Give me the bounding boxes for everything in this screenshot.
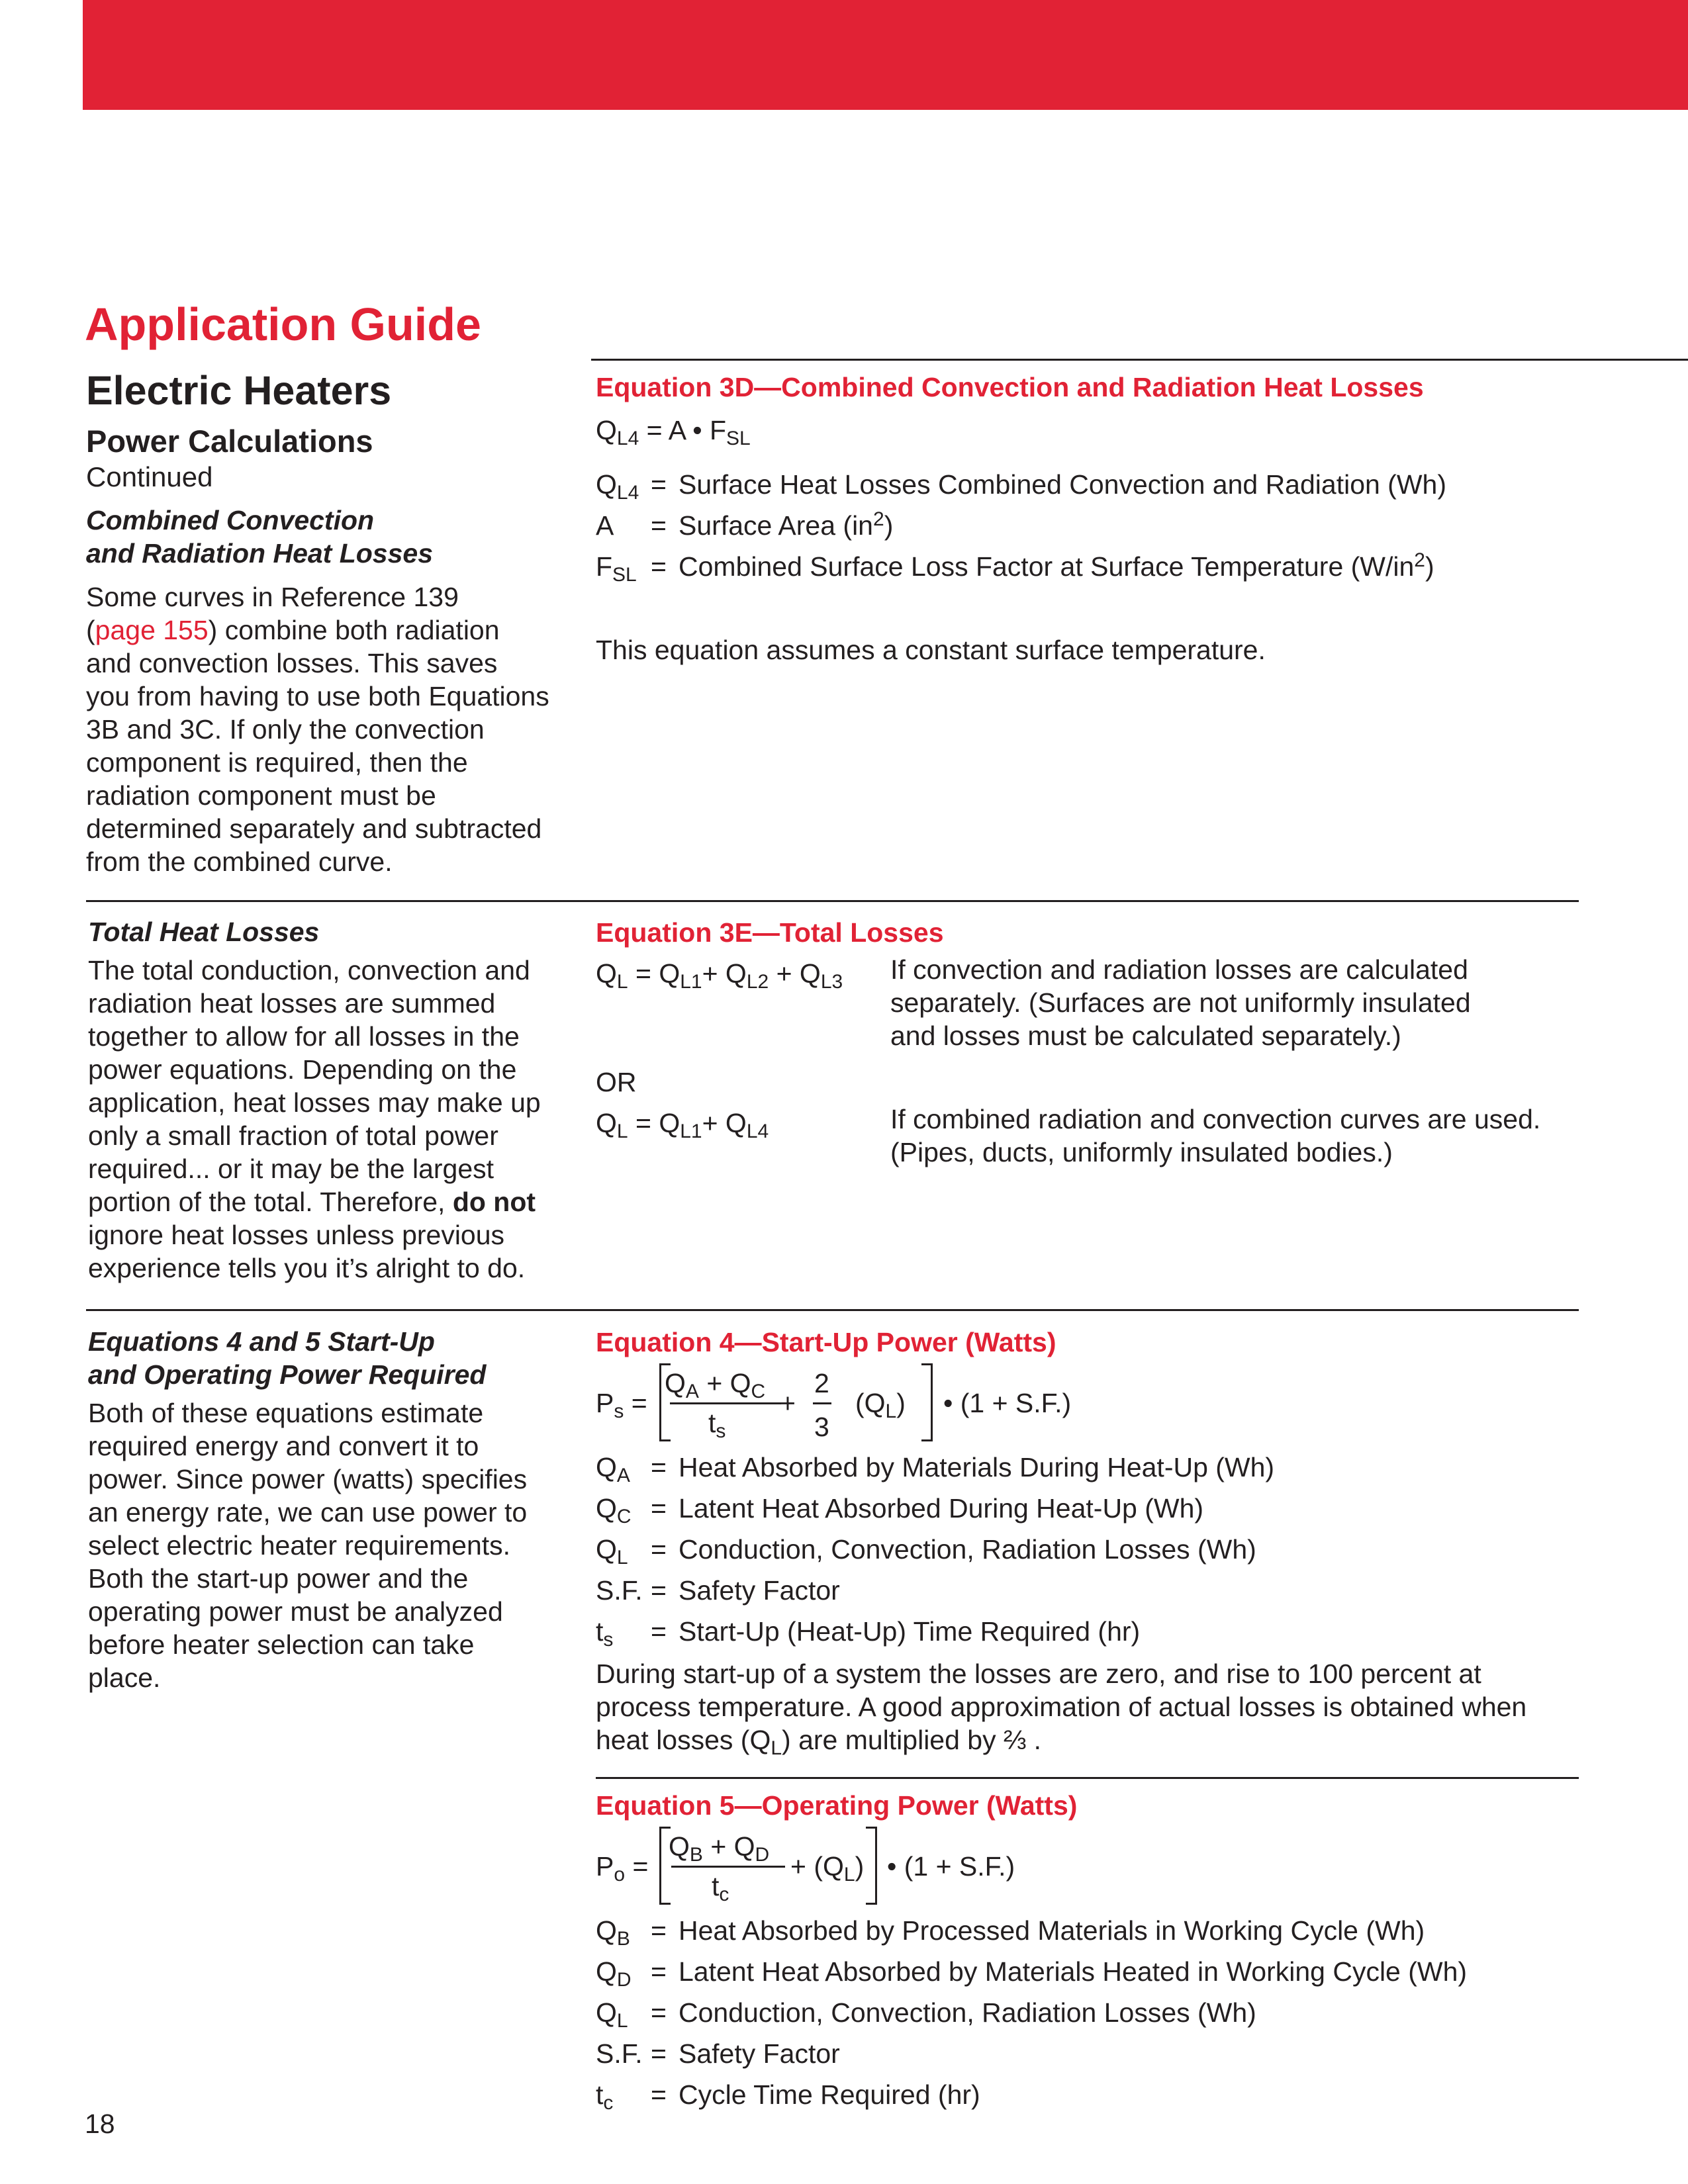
fraction-line <box>670 1402 781 1404</box>
startup-body <box>88 1396 527 1694</box>
eq4-plus: + <box>780 1388 796 1418</box>
eq3e-note-2 <box>890 1103 1540 1169</box>
startup-body-line: an energy rate, we can use power to <box>88 1497 528 1527</box>
total-body-line: required... or it may be the largest <box>88 1154 494 1184</box>
def-description: Combined Surface Loss Factor at Surface Temperature $(W/in^2)$ <box>679 549 1434 582</box>
startup-body-line: power. Since power (watts) specifies <box>88 1464 528 1494</box>
startup-section <box>88 1325 527 1694</box>
total-body-line <box>88 1185 541 1218</box>
total-body-line: radiation heat losses are summed <box>88 988 496 1019</box>
eq4-numerator: $Q_A + Q_C$ <box>665 1368 766 1402</box>
page-155-link[interactable]: page 155 <box>95 615 209 645</box>
def-equals: = <box>651 2038 667 2069</box>
combined-body-line: 3B and 3C. If only the convection <box>86 714 485 745</box>
startup-body-line: operating power must be analyzed <box>88 1596 503 1627</box>
section-title: Electric Heaters <box>86 368 392 413</box>
combined-body-text: ) combine both radiation <box>208 615 500 645</box>
total-body-line: ignore heat losses unless previous <box>88 1220 505 1250</box>
startup-heading-2: and Operating Power Required <box>88 1359 487 1390</box>
eq4-lhs: $P_s$ = <box>596 1388 647 1422</box>
def-description: Heat Absorbed by Processed Materials in Working Cycle (Wh) <box>679 1915 1425 1946</box>
def-symbol: $Q_A$ <box>596 1452 630 1486</box>
combined-body-line: you from having to use both Equations <box>86 681 549 711</box>
eq5-formula <box>596 1827 1125 1913</box>
eq4-note-line: process temperature. A good approximation of actual losses is obtained when <box>596 1692 1527 1722</box>
def-symbol: A <box>596 510 614 541</box>
def-description: Start-Up (Heat-Up) Time Required (hr) <box>679 1616 1141 1647</box>
eq4-note-line: During start-up of a system the losses are zero, and rise to 100 percent at <box>596 1659 1481 1689</box>
total-body-line: experience tells you it’s alright to do. <box>88 1253 526 1283</box>
eq5-definitions <box>596 1917 1523 2129</box>
eq4-formula <box>596 1363 1125 1449</box>
def-equals: = <box>651 1956 667 1987</box>
fraction-line <box>813 1402 831 1404</box>
def-description: Safety Factor <box>679 2038 840 2069</box>
def-equals: = <box>651 1493 667 1524</box>
def-symbol: $Q_{L4}$ <box>596 469 639 504</box>
startup-body-line: select electric heater requirements. <box>88 1530 511 1561</box>
eq3e-formula-1: $Q_L = Q_{L1}+ Q_{L2} + Q_{L3}$ <box>596 958 843 993</box>
def-description: Conduction, Convection, Radiation Losses (Wh) <box>679 1534 1256 1565</box>
def-description: Latent Heat Absorbed During Heat-Up (Wh) <box>679 1493 1204 1524</box>
total-body-line: only a small fraction of total power <box>88 1120 498 1151</box>
total-section <box>88 915 541 1285</box>
eq5-title: Equation 5—Operating Power (Watts) <box>596 1790 1078 1821</box>
fraction-line <box>671 1866 785 1868</box>
total-body-line: The total conduction, convection and <box>88 955 530 985</box>
def-description: Safety Factor <box>679 1575 840 1606</box>
eq3d-formula <box>596 415 751 449</box>
eq3e-note-line: If convection and radiation losses are calculated <box>890 954 1468 985</box>
eq3d-lhs-sub: L4 <box>616 428 639 449</box>
def-symbol: $Q_L$ <box>596 1997 628 2032</box>
def-equals: = <box>651 2079 667 2110</box>
total-body-line: together to allow for all losses in the <box>88 1021 520 1052</box>
eq5-ql: + $(Q_L)$ <box>790 1851 865 1886</box>
eq3e-formula-2: $Q_L = Q_{L1}+ Q_{L4}$ <box>596 1108 769 1142</box>
eq3d-title: Equation 3D—Combined Convection and Radiation Heat Losses <box>596 372 1424 402</box>
def-description: Surface Area $(in^2)$ <box>679 508 894 541</box>
eq4-note <box>596 1657 1527 1759</box>
combined-heading-1: Combined Convection <box>86 505 375 535</box>
header-rule <box>591 359 1688 361</box>
eq3d-rhs-sub: SL <box>726 428 751 449</box>
total-body-line: application, heat losses may make up <box>88 1087 541 1118</box>
def-symbol: $F_{SL}$ <box>596 551 637 586</box>
def-symbol: $Q_L$ <box>596 1534 628 1569</box>
def-equals: = <box>651 1997 667 2028</box>
def-description: Surface Heat Losses Combined Convection and Radiation (Wh) <box>679 469 1446 500</box>
section-subtitle: Power Calculations <box>86 424 373 459</box>
total-body <box>88 954 541 1285</box>
section-divider <box>596 1777 1579 1779</box>
combined-body-line: from the combined curve. <box>86 846 393 877</box>
eq5-lhs: $P_o$ = <box>596 1851 649 1886</box>
eq3d-definitions <box>596 471 1523 590</box>
total-body-line: power equations. Depending on the <box>88 1054 517 1085</box>
total-heading: Total Heat Losses <box>88 917 320 947</box>
header-bar <box>83 0 1688 110</box>
def-symbol: $Q_D$ <box>596 1956 632 1991</box>
eq4-three: 3 <box>814 1412 829 1442</box>
right-bracket <box>866 1827 877 1905</box>
combined-body <box>86 580 549 878</box>
def-symbol: $t_s$ <box>596 1616 614 1651</box>
eq4-definitions <box>596 1454 1523 1666</box>
eq5-tail: • (1 + S.F.) <box>887 1851 1015 1882</box>
def-equals: = <box>651 1915 667 1946</box>
def-equals: = <box>651 551 667 582</box>
eq4-note-line: heat losses $(Q_L)$ are multiplied by ⅔ . <box>596 1725 1041 1759</box>
combined-body-text: ( <box>86 615 95 645</box>
def-description: Cycle Time Required (hr) <box>679 2079 980 2110</box>
startup-body-line: before heater selection can take <box>88 1629 475 1660</box>
combined-body-line <box>86 614 549 647</box>
eq3e-note-line: If combined radiation and convection curves are used. <box>890 1104 1541 1134</box>
def-description: Heat Absorbed by Materials During Heat-Up (Wh) <box>679 1452 1275 1482</box>
eq3e-or: OR <box>596 1067 637 1097</box>
page-number: 18 <box>85 2109 115 2139</box>
eq4-denominator: $t_s$ <box>708 1408 726 1442</box>
eq5-numerator: $Q_B + Q_D$ <box>669 1831 770 1866</box>
combined-body-line: determined separately and subtracted <box>86 813 542 844</box>
combined-body-line: and convection losses. This saves <box>86 648 498 678</box>
def-equals: = <box>651 469 667 500</box>
def-equals: = <box>651 1616 667 1647</box>
eq3e-note-line: (Pipes, ducts, uniformly insulated bodies.) <box>890 1137 1393 1167</box>
guide-title: Application Guide <box>85 298 481 350</box>
combined-section <box>86 504 549 878</box>
section-divider <box>86 1309 1579 1311</box>
continued-label: Continued <box>86 461 213 492</box>
eq3e-note-line: and losses must be calculated separately.) <box>890 1021 1401 1051</box>
startup-body-line: required energy and convert it to <box>88 1431 479 1461</box>
eq4-tail: • (1 + S.F.) <box>943 1388 1072 1418</box>
def-symbol: $Q_C$ <box>596 1493 632 1527</box>
def-equals: = <box>651 510 667 541</box>
right-bracket <box>921 1363 933 1441</box>
startup-body-line: Both of these equations estimate <box>88 1398 484 1428</box>
eq3e-note-1 <box>890 953 1471 1052</box>
def-symbol: $Q_B$ <box>596 1915 630 1950</box>
def-symbol: $t_c$ <box>596 2079 614 2114</box>
def-equals: = <box>651 1534 667 1565</box>
def-symbol: S.F. <box>596 2038 643 2069</box>
startup-body-line: place. <box>88 1662 161 1693</box>
combined-body-line: Some curves in Reference 139 <box>86 582 459 612</box>
combined-body-line: radiation component must be <box>86 780 436 811</box>
def-description: Latent Heat Absorbed by Materials Heated in Working Cycle (Wh) <box>679 1956 1468 1987</box>
combined-heading-2: and Radiation Heat Losses <box>86 538 434 569</box>
total-body-text: portion of the total. Therefore, <box>88 1187 453 1217</box>
def-equals: = <box>651 1452 667 1482</box>
total-body-bold: do not <box>452 1187 536 1217</box>
eq5-denominator: $t_c$ <box>712 1871 729 1905</box>
section-divider <box>86 900 1579 902</box>
eq3e-title: Equation 3E—Total Losses <box>596 917 944 948</box>
eq4-ql: $(Q_L)$ <box>855 1388 906 1422</box>
combined-body-line: component is required, then the <box>86 747 468 778</box>
eq3d-rhs: = A • F <box>639 415 727 445</box>
def-equals: = <box>651 1575 667 1606</box>
eq3d-lhs: Q <box>596 415 617 445</box>
startup-body-line: Both the start-up power and the <box>88 1563 469 1594</box>
eq4-title: Equation 4—Start-Up Power (Watts) <box>596 1327 1056 1357</box>
startup-heading-1: Equations 4 and 5 Start-Up <box>88 1326 435 1357</box>
eq4-two: 2 <box>814 1368 829 1398</box>
eq3d-note: This equation assumes a constant surface temperature. <box>596 635 1266 665</box>
eq3e-note-line: separately. (Surfaces are not uniformly insulated <box>890 987 1471 1018</box>
def-description: Conduction, Convection, Radiation Losses (Wh) <box>679 1997 1256 2028</box>
def-symbol: S.F. <box>596 1575 643 1606</box>
